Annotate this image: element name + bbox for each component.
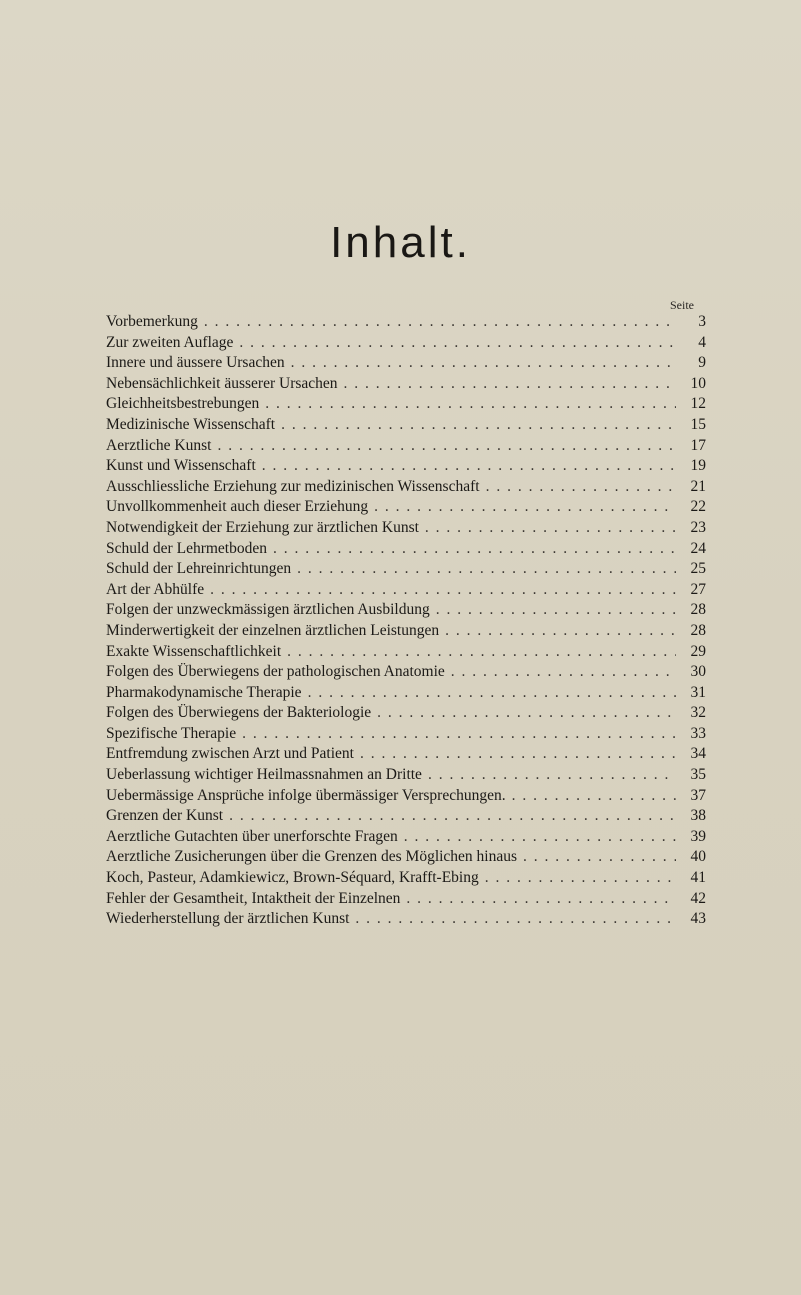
toc-entry-title: Kunst und Wissenschaft — [106, 457, 256, 475]
toc-entry-page: 28 — [690, 621, 706, 639]
toc-entry-title: Medizinische Wissenschaft — [106, 415, 276, 433]
toc-entry-page: 15 — [690, 415, 706, 433]
toc-entry — [106, 724, 706, 745]
dot-leader — [239, 333, 676, 354]
toc-entry-page: 3 — [698, 313, 706, 330]
table-of-contents — [106, 312, 706, 930]
toc-entry-page: 31 — [690, 683, 706, 701]
toc-entry-page: 37 — [690, 786, 706, 804]
toc-entry — [106, 662, 706, 683]
dot-leader — [204, 312, 676, 333]
dot-leader — [486, 477, 676, 498]
toc-entry-title: Aerztliche Kunst — [106, 436, 212, 454]
toc-entry-title: Aerztliche Zusicherungen über die Grenzen des Möglichen hinaus — [106, 848, 518, 866]
dot-leader — [210, 580, 676, 601]
dot-leader — [404, 827, 676, 848]
toc-entry-page: 40 — [690, 848, 706, 866]
toc-entry — [106, 786, 706, 807]
toc-entry-title: Grenzen der Kunst — [106, 807, 224, 825]
toc-entry-page: 35 — [690, 766, 706, 784]
dot-leader — [451, 662, 676, 683]
toc-entry-page: 21 — [690, 477, 706, 495]
toc-entry — [106, 806, 706, 827]
toc-entry — [106, 600, 706, 621]
toc-entry-page: 33 — [690, 724, 706, 742]
toc-entry — [106, 477, 706, 498]
page-title: Inhalt. — [330, 218, 471, 267]
dot-leader — [406, 889, 676, 910]
dot-leader — [297, 559, 676, 580]
toc-entry — [106, 559, 706, 580]
dot-leader — [523, 847, 676, 868]
toc-entry — [106, 436, 706, 457]
toc-entry-title: Koch, Pasteur, Adamkiewicz, Brown-Séquard, Krafft-Ebing — [106, 869, 479, 887]
toc-entry — [106, 456, 706, 477]
toc-entry — [106, 868, 706, 889]
toc-entry-page: 27 — [690, 580, 706, 598]
toc-entry-page: 22 — [690, 498, 706, 516]
dot-leader — [262, 456, 676, 477]
dot-leader — [377, 703, 676, 724]
dot-leader — [273, 539, 676, 560]
dot-leader — [445, 621, 676, 642]
toc-entry-page: 19 — [690, 457, 706, 475]
toc-entry — [106, 415, 706, 436]
toc-entry-title: Exakte Wissenschaftlichkeit — [106, 642, 282, 660]
toc-entry-page: 43 — [690, 910, 706, 928]
dot-leader — [217, 436, 676, 457]
toc-entry-page: 32 — [690, 704, 706, 722]
toc-entry-title: Innere und äussere Ursachen — [106, 354, 285, 372]
toc-entry-page: 42 — [690, 889, 706, 907]
toc-entry — [106, 312, 706, 333]
dot-leader — [485, 868, 676, 889]
toc-entry — [106, 374, 706, 395]
toc-entry-title: Zur zweiten Auflage — [106, 333, 234, 351]
toc-entry-page: 17 — [690, 436, 706, 454]
toc-entry — [106, 580, 706, 601]
toc-entry-title: Pharmakodynamische Therapie — [106, 683, 302, 701]
toc-entry-page: 24 — [690, 539, 706, 557]
dot-leader — [229, 806, 676, 827]
dot-leader — [344, 374, 676, 395]
toc-entry — [106, 909, 706, 930]
toc-entry-page: 34 — [690, 745, 706, 763]
toc-entry-title: Wiederherstellung der ärztlichen Kunst — [106, 910, 350, 928]
dot-leader — [291, 353, 676, 374]
toc-entry-title: Minderwertigkeit der einzelnen ärztlichen Leistungen — [106, 621, 440, 639]
toc-entry — [106, 847, 706, 868]
toc-entry — [106, 683, 706, 704]
toc-entry-page: 10 — [690, 374, 706, 392]
toc-entry — [106, 353, 706, 374]
toc-entry-title: Folgen des Überwiegens der pathologischen Anatomie — [106, 663, 445, 681]
dot-leader — [428, 765, 676, 786]
toc-entry-title: Schuld der Lehrmetboden — [106, 539, 267, 557]
toc-entry-page: 38 — [690, 807, 706, 825]
toc-entry-page: 28 — [690, 601, 706, 619]
toc-entry-title: Ueberlassung wichtiger Heilmassnahmen an Dritte — [106, 766, 422, 784]
toc-entry-page: 29 — [690, 642, 706, 660]
toc-entry-title: Folgen des Überwiegens der Bakteriologie — [106, 704, 372, 722]
toc-entry-title: Unvollkommenheit auch dieser Erziehung — [106, 498, 369, 516]
toc-entry — [106, 827, 706, 848]
dot-leader — [242, 724, 676, 745]
toc-entry-page: 39 — [690, 827, 706, 845]
dot-leader — [374, 497, 676, 518]
dot-leader — [436, 600, 676, 621]
toc-entry — [106, 703, 706, 724]
toc-entry — [106, 333, 706, 354]
toc-entry — [106, 394, 706, 415]
toc-entry — [106, 621, 706, 642]
toc-entry-title: Nebensächlichkeit äusserer Ursachen — [106, 374, 338, 392]
toc-entry-title: Uebermässige Ansprüche infolge übermässiger Versprechungen. — [106, 786, 506, 804]
toc-entry — [106, 518, 706, 539]
toc-entry-title: Notwendigkeit der Erziehung zur ärztlichen Kunst — [106, 518, 419, 536]
toc-entry-page: 25 — [690, 560, 706, 578]
toc-entry-page: 30 — [690, 663, 706, 681]
toc-entry — [106, 539, 706, 560]
toc-entry-page: 41 — [690, 869, 706, 887]
toc-entry-page: 23 — [690, 518, 706, 536]
toc-entry-title: Ausschliessliche Erziehung zur medizinischen Wissenschaft — [106, 477, 480, 495]
toc-entry — [106, 497, 706, 518]
dot-leader — [360, 744, 676, 765]
toc-entry-page: 4 — [698, 333, 706, 351]
toc-entry-title: Schuld der Lehreinrichtungen — [106, 560, 292, 578]
dot-leader — [425, 518, 676, 539]
dot-leader — [355, 909, 676, 930]
toc-entry-title: Spezifische Therapie — [106, 724, 237, 742]
toc-entry-title: Aerztliche Gutachten über unerforschte Fragen — [106, 827, 398, 845]
page-column-label: Seite — [670, 298, 694, 312]
toc-entry — [106, 744, 706, 765]
dot-leader — [287, 642, 676, 663]
toc-entry-title: Art der Abhülfe — [106, 580, 205, 598]
dot-leader — [265, 394, 676, 415]
dot-leader — [308, 683, 676, 704]
toc-entry — [106, 765, 706, 786]
toc-entry-title: Folgen der unzweckmässigen ärztlichen Ausbildung — [106, 601, 430, 619]
toc-entry — [106, 889, 706, 910]
toc-entry-title: Vorbemerkung — [106, 313, 198, 330]
toc-entry-page: 12 — [690, 395, 706, 413]
dot-leader — [281, 415, 676, 436]
toc-entry-page: 9 — [698, 354, 706, 372]
toc-entry — [106, 642, 706, 663]
toc-entry-title: Fehler der Gesamtheit, Intaktheit der Einzelnen — [106, 889, 401, 907]
toc-entry-title: Entfremdung zwischen Arzt und Patient — [106, 745, 354, 763]
toc-entry-title: Gleichheitsbestrebungen — [106, 395, 260, 413]
dot-leader — [512, 786, 676, 807]
